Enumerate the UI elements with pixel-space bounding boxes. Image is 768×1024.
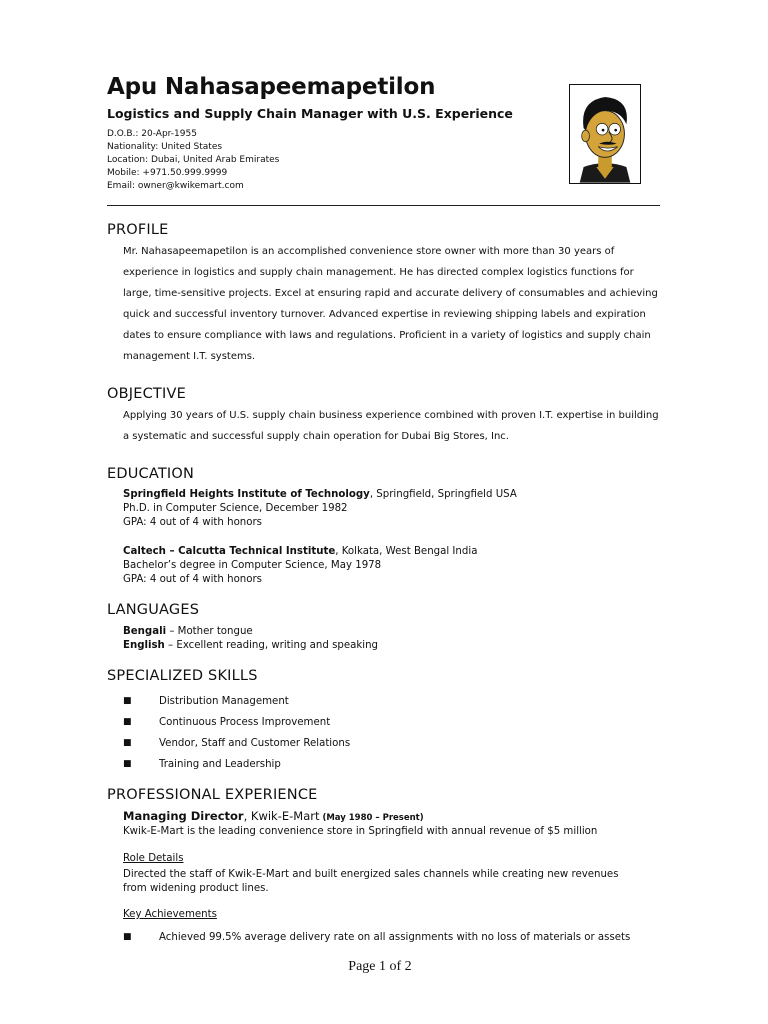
list-item [123, 927, 631, 948]
skill-label: Vendor, Staff and Customer Relations [159, 738, 351, 749]
education-gpa: GPA: 4 out of 4 with honors [123, 574, 262, 585]
role-details-text: Directed the staff of Kwik-E-Mart and built energized sales channels while creating new revenues from widening product lines. [123, 869, 619, 894]
experience-heading: PROFESSIONAL EXPERIENCE [107, 787, 318, 803]
job-dates: (May 1980 – Present) [319, 813, 424, 823]
objective-text: Applying 30 years of U.S. supply chain business experience combined with proven I.T. expertise in building a systematic and successful supply chain operation for Dubai Big Stores, Inc. [123, 410, 659, 442]
language-level: – Excellent reading, writing and speaking [164, 640, 379, 651]
header-divider [107, 205, 660, 206]
language-item [123, 625, 378, 639]
skills-list [123, 691, 623, 775]
objective-heading: OBJECTIVE [107, 386, 186, 402]
education-gpa: GPA: 4 out of 4 with honors [123, 517, 262, 528]
skill-label: Training and Leadership [159, 759, 281, 770]
bullet-icon: ■ [123, 759, 132, 769]
education-school: Springfield Heights Institute of Technology [123, 489, 370, 500]
job-header [123, 809, 597, 839]
job-company: , Kwik-E-Mart [243, 809, 320, 823]
contact-location: Location: Dubai, United Arab Emirates [107, 155, 280, 165]
key-achievements-heading: Key Achievements [123, 909, 217, 920]
profile-photo [569, 84, 641, 184]
contact-mobile: Mobile: +971.50.999.9999 [107, 168, 228, 178]
contact-email: Email: owner@kwikemart.com [107, 181, 244, 191]
list-item [123, 712, 623, 733]
language-name: English [123, 640, 165, 651]
education-heading: EDUCATION [107, 466, 195, 482]
education-degree: Ph.D. in Computer Science, December 1982 [123, 503, 348, 514]
cartoon-portrait-icon [570, 85, 640, 183]
list-item [123, 754, 623, 775]
bullet-icon: ■ [123, 717, 132, 727]
skill-label: Continuous Process Improvement [159, 717, 331, 728]
contact-dob: D.O.B.: 20-Apr-1955 [107, 129, 197, 139]
language-name: Bengali [123, 626, 167, 637]
candidate-name: Apu Nahasapeemapetilon [107, 74, 436, 100]
skills-heading: SPECIALIZED SKILLS [107, 668, 258, 684]
education-entry [123, 545, 477, 587]
list-item [123, 733, 623, 754]
contact-details [107, 128, 279, 193]
education-entry [123, 488, 517, 530]
profile-text: Mr. Nahasapeemapetilon is an accomplished convenience store owner with more than 30 years of experience in logistics and supply chain management. He has directed complex logistics functions for large, time-sensitive projects. Excel at ensuring rapid and accurate delivery of consumables and achieving quick and successful inventory turnover. Advanced expertise in reviewing shipping labels and expiration dates to ensure compliance with laws and regulations. Proficient in a variety of logistics and supply chain management I.T. systems. [123, 246, 658, 362]
education-location: , Kolkata, West Bengal India [335, 546, 478, 557]
education-degree: Bachelor’s degree in Computer Science, May 1978 [123, 560, 382, 571]
bullet-icon: ■ [123, 696, 132, 706]
bullet-icon: ■ [123, 738, 132, 748]
languages-list [123, 625, 378, 653]
language-level: – Mother tongue [166, 626, 253, 637]
job-summary: Kwik-E-Mart is the leading convenience store in Springfield with annual revenue of $5 million [123, 826, 598, 837]
achievements-list [123, 927, 631, 948]
candidate-tagline: Logistics and Supply Chain Manager with U.S. Experience [107, 106, 513, 121]
list-item [123, 691, 623, 712]
contact-nationality: Nationality: United States [107, 142, 223, 152]
job-title: Managing Director [123, 809, 244, 823]
skill-label: Distribution Management [159, 696, 289, 707]
education-school: Caltech – Calcutta Technical Institute [123, 546, 336, 557]
role-details-heading: Role Details [123, 853, 184, 864]
bullet-icon: ■ [123, 932, 132, 942]
languages-heading: LANGUAGES [107, 602, 200, 618]
education-location: , Springfield, Springfield USA [369, 489, 517, 500]
language-item [123, 639, 378, 653]
page-number: Page 1 of 2 [348, 959, 412, 974]
profile-heading: PROFILE [107, 222, 169, 238]
achievement-text: Achieved 99.5% average delivery rate on all assignments with no loss of materials or assets [159, 932, 631, 943]
